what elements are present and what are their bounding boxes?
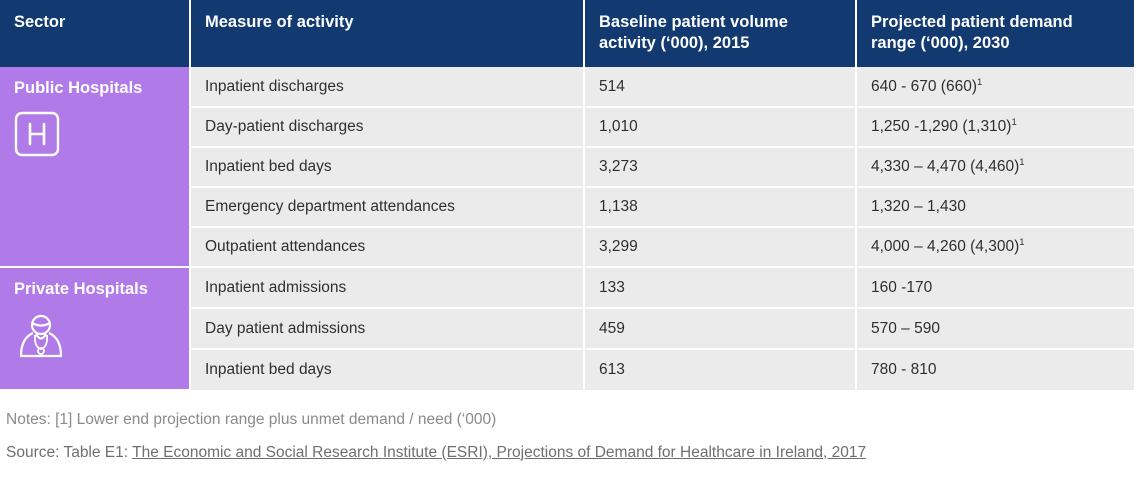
baseline-cell: 3,273: [584, 147, 856, 187]
projected-value: 780 - 810: [871, 361, 937, 379]
footnote-marker: 1: [1019, 157, 1025, 169]
projected-value: 4,330 – 4,470 (4,460): [871, 158, 1020, 176]
column-header-sector: Sector: [0, 0, 190, 67]
measure-cell: Emergency department attendances: [190, 187, 584, 227]
projected-cell: [856, 308, 1134, 349]
table-header: [0, 0, 1134, 67]
projected-value: 1,320 – 1,430: [871, 198, 966, 216]
projected-cell: [856, 147, 1134, 187]
source-text: [6, 444, 1140, 462]
hospital-icon: [14, 111, 175, 162]
baseline-cell: 133: [584, 267, 856, 308]
sector-cell-private-hospitals: [0, 267, 190, 390]
projected-value: 4,000 – 4,260 (4,300): [871, 238, 1020, 256]
baseline-cell: 514: [584, 67, 856, 107]
table-header-row: [0, 0, 1134, 67]
measure-cell: Day-patient discharges: [190, 107, 584, 147]
baseline-cell: 1,010: [584, 107, 856, 147]
projected-cell: [856, 67, 1134, 107]
footnote-marker: 1: [1011, 117, 1017, 129]
column-header-projected: Projected patient demand range (‘000), 2030: [856, 0, 1134, 67]
column-header-measure: Measure of activity: [190, 0, 584, 67]
baseline-cell: 459: [584, 308, 856, 349]
projected-cell: [856, 187, 1134, 227]
measure-cell: Day patient admissions: [190, 308, 584, 349]
projected-value: 640 - 670 (660): [871, 77, 977, 95]
projected-cell: [856, 349, 1134, 390]
measure-cell: Inpatient bed days: [190, 349, 584, 390]
table-row: [0, 267, 1134, 308]
footnote-text: Notes: [1] Lower end projection range plus unmet demand / need (‘000): [6, 411, 497, 429]
table-row: [0, 67, 1134, 107]
measure-cell: Outpatient attendances: [190, 227, 584, 267]
doctor-icon: [14, 312, 175, 375]
source-label: Source: Table E1:: [6, 443, 133, 461]
measure-cell: Inpatient discharges: [190, 67, 584, 107]
projected-cell: [856, 267, 1134, 308]
sector-label: Private Hospitals: [14, 280, 148, 299]
baseline-cell: 613: [584, 349, 856, 390]
sector-cell-public-hospitals: [0, 67, 190, 267]
notes-section: [0, 409, 1140, 461]
source-link[interactable]: The Economic and Social Research Institute (ESRI), Projections of Demand for Healthcare in Ireland, 2017: [132, 443, 867, 461]
projected-value: 1,250 -1,290 (1,310): [871, 118, 1012, 136]
projected-value: 160 -170: [871, 278, 933, 296]
footnote-marker: 1: [1019, 237, 1025, 249]
projected-value: 570 – 590: [871, 319, 940, 337]
measure-cell: Inpatient admissions: [190, 267, 584, 308]
projected-cell: [856, 227, 1134, 267]
sector-label: Public Hospitals: [14, 79, 143, 98]
table-body: [0, 67, 1134, 390]
projected-cell: [856, 107, 1134, 147]
column-header-baseline: Baseline patient volume activity (‘000), 2015: [584, 0, 856, 67]
baseline-cell: 1,138: [584, 187, 856, 227]
footnote-marker: 1: [977, 76, 983, 88]
measure-cell: Inpatient bed days: [190, 147, 584, 187]
baseline-cell: 3,299: [584, 227, 856, 267]
